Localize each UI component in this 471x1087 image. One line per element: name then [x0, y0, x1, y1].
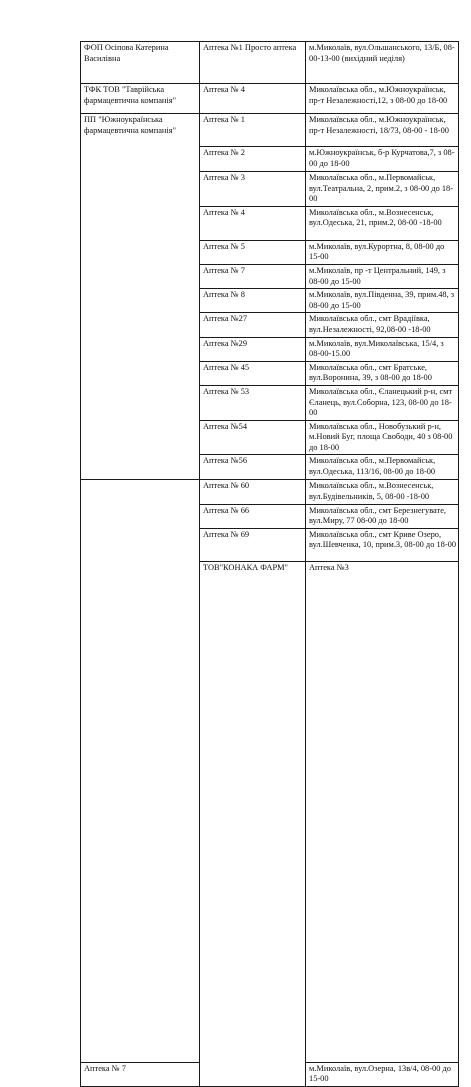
pharmacy-cell: Аптека №1 Просто аптека: [200, 42, 306, 84]
pharmacy-cell: Аптека № 8: [200, 289, 306, 313]
pharmacy-cell: Аптека № 4: [200, 206, 306, 240]
address-cell: Миколаївська обл., смт Братське, вул.Воронина, 39, з 08-00 до 18-00: [306, 361, 459, 385]
address-cell: м.Южноукраїнськ, б-р Курчатова,7, з 08-00 до 18-00: [306, 147, 459, 172]
pharmacy-cell: Аптека № 7: [81, 1062, 200, 1086]
address-cell: Миколаївська обл., смт Березнегувате, вул.Миру, 77 08-00 до 18-00: [306, 504, 459, 528]
table-row: [81, 480, 459, 504]
address-cell: м.Миколаїв, вул.Південна, 39, прим.48, з 08-00 до 15-00: [306, 289, 459, 313]
table-row: [81, 84, 459, 114]
pharmacy-cell: Аптека №27: [200, 313, 306, 337]
pharmacy-cell: Аптека №56: [200, 455, 306, 480]
pharmacy-cell: Аптека №54: [200, 420, 306, 455]
pharmacy-cell: Аптека № 3: [200, 172, 306, 207]
company-cell: ТОВ"КОНАКА ФАРМ": [200, 561, 306, 1086]
address-cell: м.Миколаїв, пр -т Центральний, 149, з 08-00 до 15-00: [306, 264, 459, 288]
address-cell: Миколаївська обл., смт Криве Озеро, вул.Шевченка, 10, прим.3, 08-00 до 18-00: [306, 528, 459, 561]
table-row: [81, 114, 459, 147]
address-cell: Миколаївська обл., м.Первомайськ, вул.Театральна, 2, прим.2, з 08-00 до 18-00: [306, 172, 459, 207]
address-cell: м.Миколаїв, вул.Курортна, 8, 08-00 до 15-00: [306, 240, 459, 264]
address-cell: Миколаївська обл., смт Врадіївка, вул.Незалежності, 92,08-00 -18-00: [306, 313, 459, 337]
address-cell: Миколаївська обл., м.Первомайськ, вул.Одеська, 113/16, 08-00 до 18-00: [306, 455, 459, 480]
pharmacy-cell: Аптека № 5: [200, 240, 306, 264]
pharmacy-cell: Аптека № 45: [200, 361, 306, 385]
pharmacy-cell: Аптека № 69: [200, 528, 306, 561]
pharmacy-cell: Аптека № 66: [200, 504, 306, 528]
pharmacy-cell: Аптека № 60: [200, 480, 306, 504]
address-cell: м.Миколаїв, вул.Ольшанського, 13/Б, 08-00-13-00 (вихідний неділя): [306, 42, 459, 84]
pharmacy-cell: Аптека № 7: [200, 264, 306, 288]
address-cell: м.Миколаїв, вул.Озерна, 13в/4, 08-00 до 15-00: [306, 1062, 459, 1086]
pharmacy-cell: Аптека № 2: [200, 147, 306, 172]
pharmacy-cell: Аптека №29: [200, 337, 306, 361]
pharmacy-cell: Аптека № 4: [200, 84, 306, 114]
address-cell: Миколаївська обл., м.Южноукраїнськ, пр-т Незалежності,12, з 08-00 до 18-00: [306, 84, 459, 114]
address-cell: м.Миколаїв, вул.Миколаївська, 15/4, з 08-00-15.00: [306, 337, 459, 361]
table-row: [81, 42, 459, 84]
pharmacy-cell: Аптека № 53: [200, 385, 306, 420]
company-cell: [81, 480, 200, 1062]
address-cell: Миколаївська обл., Єланецький р-н, смт Єланець, вул.Соборна, 123, 08-00 до 18-00: [306, 385, 459, 420]
company-cell: ТФК ТОВ "Таврійська фармацевтична компанія": [81, 84, 200, 114]
address-cell: Миколаївська обл., м.Вознесенськ, вул.Будівельників, 5, 08-00 -18-00: [306, 480, 459, 504]
address-cell: Миколаївська обл., м.Вознесенськ, вул.Одеська, 21, прим.2, 08-00 -18-00: [306, 206, 459, 240]
pharmacy-cell: Аптека №3: [306, 561, 459, 1062]
address-cell: Миколаївська обл., м.Южноукраїнськ, пр-т Незалежності, 18/73, 08-00 - 18-00: [306, 114, 459, 147]
address-cell: Миколаївська обл., Новобузький р-н, м.Новий Буг, площа Свободи, 40 з 08-00 до 18-00: [306, 420, 459, 455]
pharmacy-registry-table: [80, 41, 459, 1087]
company-cell: ФОП Осіпова Катерина Василівна: [81, 42, 200, 84]
registry-body: [81, 42, 459, 1087]
pharmacy-cell: Аптека № 1: [200, 114, 306, 147]
company-cell: ПП "Южноукраїнська фармацевтична компанія": [81, 114, 200, 480]
